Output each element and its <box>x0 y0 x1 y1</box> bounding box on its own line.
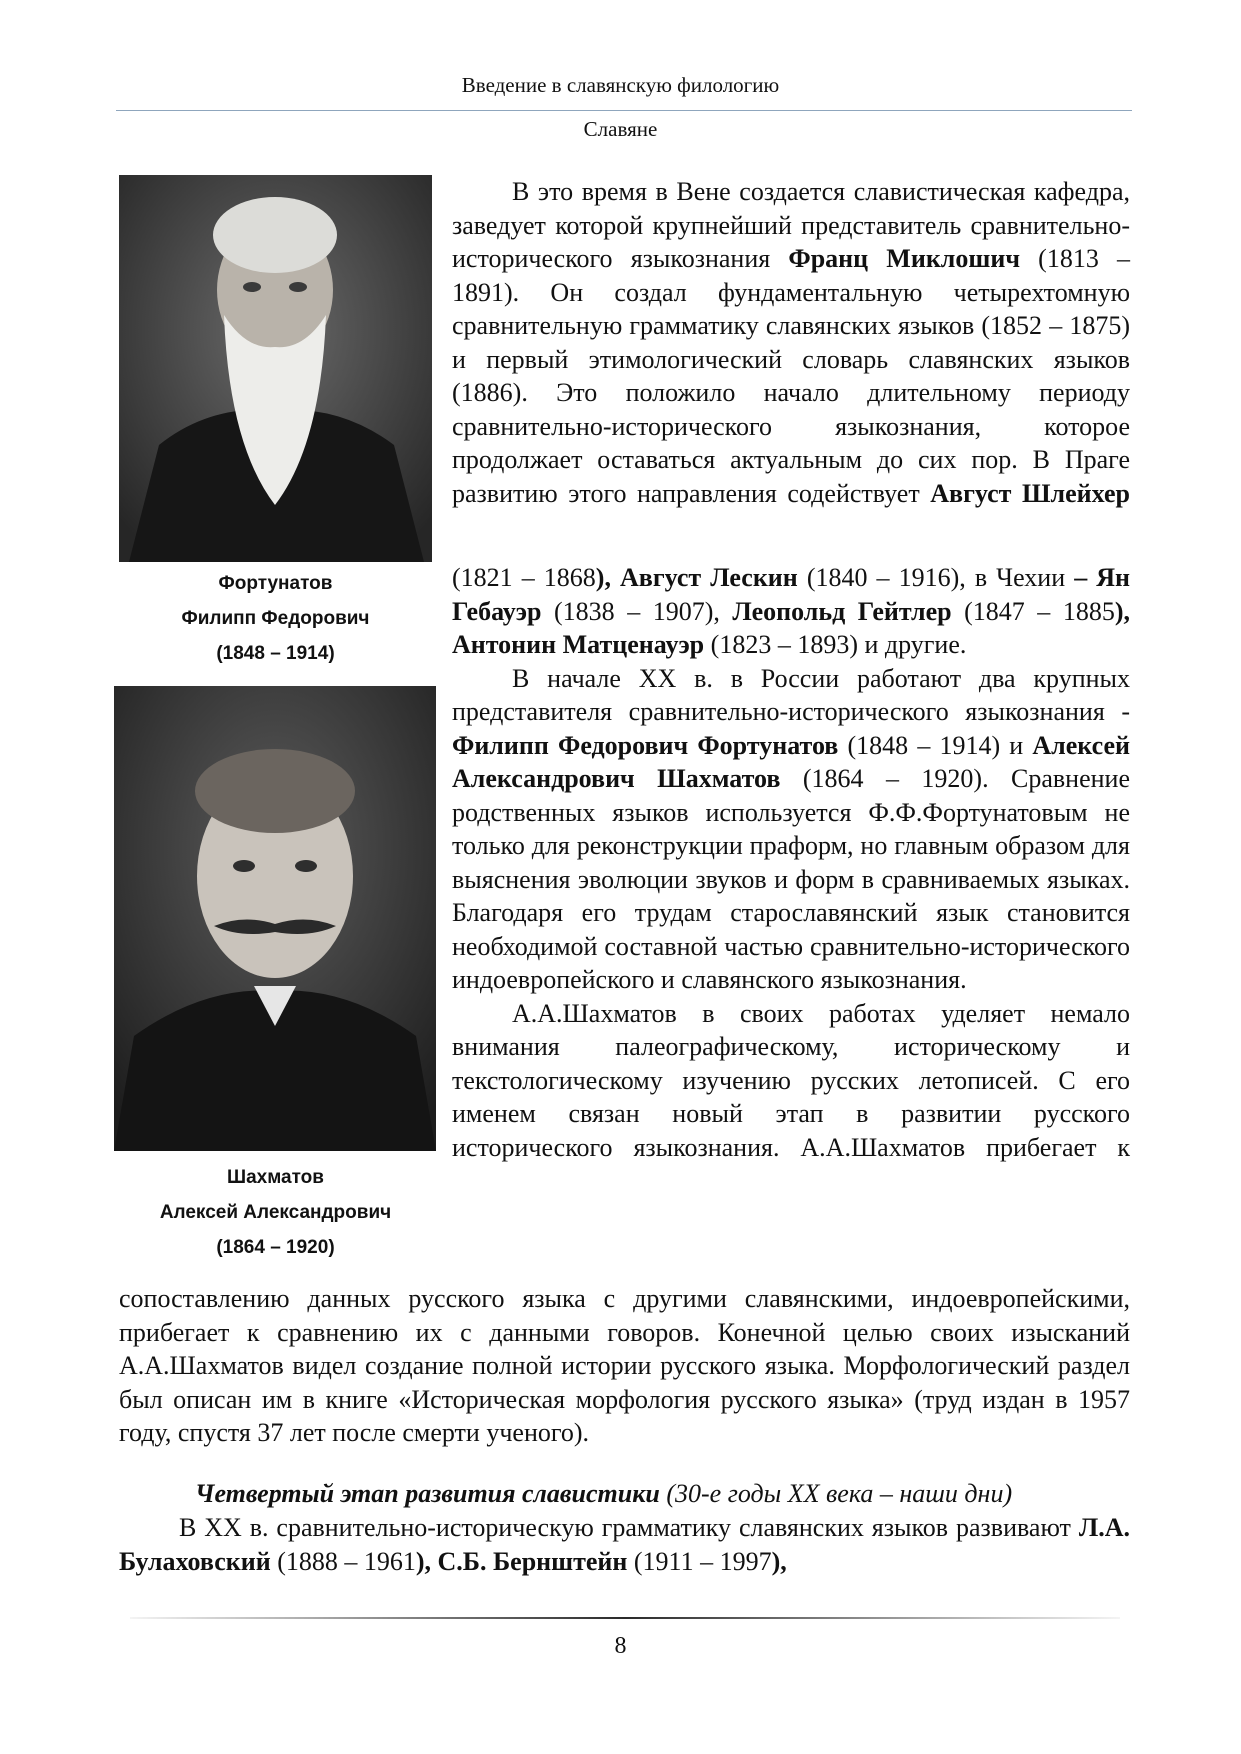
body-text: (1848 – 1914) и <box>838 730 1033 760</box>
body-text: В это время в Вене создается славистическая кафедра, заведует которой крупнейший представитель сравнительно-исторического языкознания <box>452 177 1130 273</box>
portrait-photo-icon <box>119 175 432 562</box>
person-name: Алексей Александрович Шахматов <box>452 730 1130 793</box>
header-divider <box>116 110 1132 111</box>
body-text: (1864 – 1920). Сравнение родственных языков используется Ф.Ф.Фортунатовым не только для реконструкции праформ, но главным образом для выяснения эволюции звуков и форм в сравниваемых языках. Благодаря его трудам старославянский язык становится необходимой составной частью сравнительно-исторического индоевропейского и славянского языкознания. <box>452 764 1130 994</box>
caption-given-names: Алексей Александрович <box>159 1202 392 1223</box>
body-text: (1847 – 1885 <box>951 596 1115 626</box>
caption-surname: Шахматов <box>227 1167 324 1188</box>
body-text: А.А.Шахматов в своих работах уделяет немало внимания палеографическому, историческому и текстологическому изучению русских летописей. С его именем связан новый этап в развитии русского исторического языкознания. А.А.Шахматов прибегает к <box>452 998 1130 1162</box>
person-name: – Ян Гебауэр <box>452 563 1131 626</box>
person-name: Франц Миклошич <box>788 244 1020 273</box>
paragraph-shakhmatov-continued <box>119 1282 1130 1450</box>
running-head-section-title: Славяне <box>583 117 658 141</box>
caption-years: (1848 – 1914) <box>216 643 335 664</box>
paragraph-miklosich <box>452 175 1130 510</box>
caption-given-names: Филипп Федорович <box>181 608 370 629</box>
caption-surname: Фортунатов <box>218 573 333 594</box>
paragraph-fortunatov <box>452 662 1130 997</box>
body-text: (1840 – 1916), в Чехии <box>797 563 1075 592</box>
portrait-photo-shakhmatov <box>114 686 436 1151</box>
paragraph-fourth-stage <box>119 1511 1130 1578</box>
person-name: ), Август Лескин <box>595 563 798 592</box>
body-text: (1821 – 1868 <box>452 563 596 592</box>
page-number: 8 <box>614 1633 627 1659</box>
section-heading-fourth-stage <box>195 1477 1012 1511</box>
text-column-right <box>452 561 1130 1164</box>
heading-bold-text: Четвертый этап развития славистики <box>195 1479 660 1508</box>
portrait-photo-fortunatov <box>119 175 432 562</box>
body-text: (1911 – 1997 <box>627 1546 772 1576</box>
body-text: (1888 – 1961 <box>270 1546 416 1576</box>
punctuation: ), <box>771 1546 787 1576</box>
body-text: В начале XX в. в России работают два крупных представителя сравнительно-исторического языкознания - <box>452 663 1130 726</box>
person-name: Август Шлейхер <box>930 478 1130 508</box>
paragraph-scholars-list <box>452 561 1130 662</box>
person-name: Филипп Федорович Фортунатов <box>452 730 839 760</box>
portrait-photo-icon <box>114 686 436 1151</box>
running-head-book-title: Введение в славянскую филологию <box>461 73 780 97</box>
person-name: ), Антонин Матценауэр <box>452 596 1130 659</box>
body-text: В XX в. сравнительно-историческую грамматику славянских языков развивают <box>179 1513 1079 1542</box>
body-text: сопоставлению данных русского языка с другими славянскими, индоевропейскими, прибегает к сравнению их с данными говоров. Конечной целью своих изысканий А.А.Шахматов видел создание полной истории русского языка. Морфологический раздел был описан им в книге «Историческая морфология русского языка» (труд издан в 1957 году, спустя 37 лет после смерти ученого). <box>119 1284 1130 1447</box>
person-name: Л.А. Булаховский <box>119 1513 1130 1576</box>
body-text: (1838 – 1907), <box>541 596 733 626</box>
figure-caption-fortunatov <box>114 566 437 671</box>
paragraph-shakhmatov-start <box>452 997 1130 1165</box>
person-name: ), С.Б. Бернштейн <box>415 1546 628 1576</box>
caption-years: (1864 – 1920) <box>216 1237 335 1258</box>
heading-period-text: (30-е годы XX века – наши дни) <box>659 1479 1013 1508</box>
footer-divider <box>130 1617 1120 1619</box>
figure-caption-shakhmatov <box>114 1160 437 1265</box>
body-text: (1823 – 1893) и другие. <box>704 630 967 659</box>
body-text: (1813 – 1891). Он создал фундаментальную четырехтомную сравнительную грамматику славянских языков (1852 – 1875) и первый этимологический словарь славянских языков (1886). Это положило начало длительному периоду сравнительно-исторического языкознания, которое продолжает оставаться актуальным до сих пор. В Праге развитию этого направления содействует <box>452 244 1130 508</box>
person-name: Леопольд Гейтлер <box>732 596 952 626</box>
